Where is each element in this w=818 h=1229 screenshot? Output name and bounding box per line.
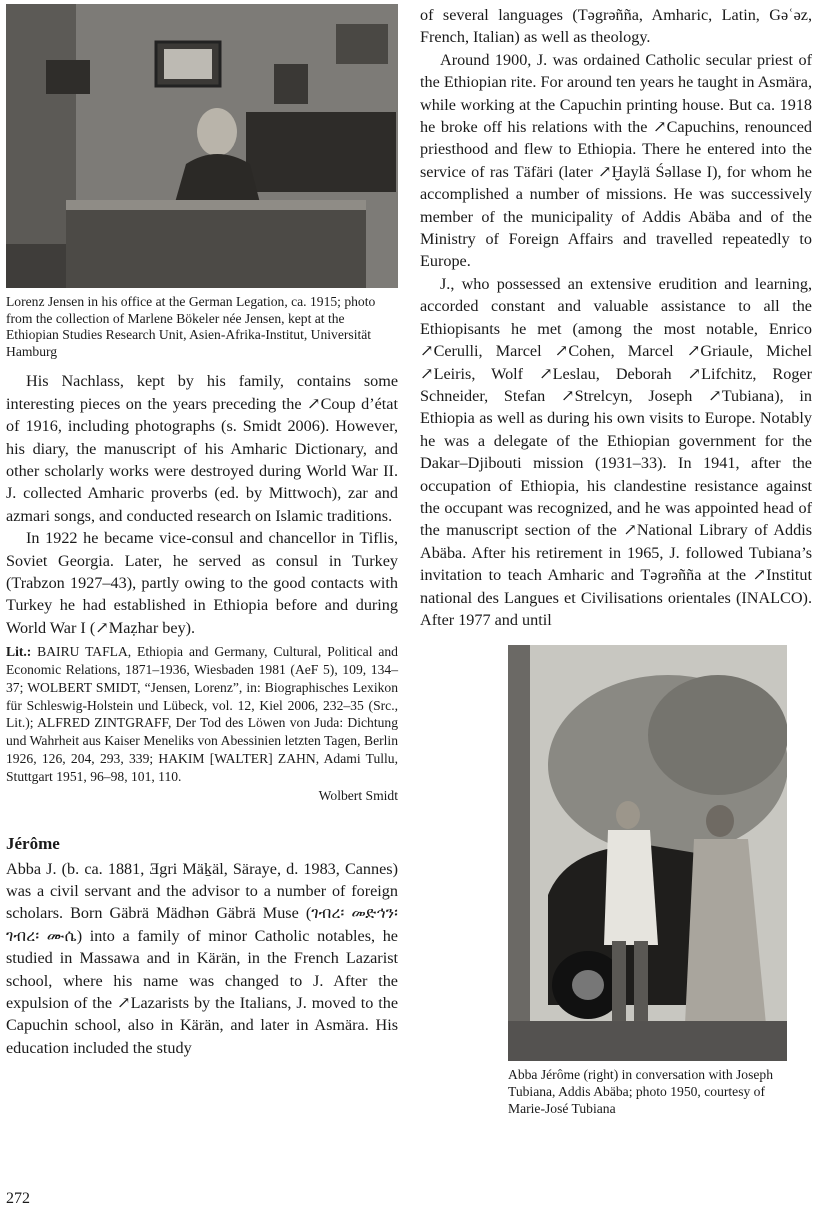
page-number: 272 [6,1190,30,1207]
paragraph: of several languages (Təgrəñña, Amharic, Latin, Gəʿəz, French, Italian) as well as theology. [420,6,812,47]
photo-jensen-office [6,4,398,288]
photo-jerome-tubiana [508,645,787,1061]
paragraph: J., who possessed an extensive erudition and learning, accorded constant and valuable assistance to all the Ethiopisants he met (among the most notable, Enrico ↗Cerulli, Marcel ↗Cohen, Marcel ↗Griaule, Michel ↗Leiris, Wolf ↗Leslau, Deborah ↗Lifchitz, Roger Schneider, Stefan ↗Strelcyn, Joseph ↗Tubiana), in Ethiopia as well as during his own visits to Europe. Notably he was a delegate of the Ethiopian government for the Dakar–Djibouti mission (1931–33). In 1941, after the occupation of Ethiopia, his clandestine resistance against the occupant was recognized, and he was appointed head of the manuscript section of the ↗National Library of Addis Abäba. After his retirement in 1965, J. followed Tubiana’s invitation to teach Amharic and Təgrəñña at the ↗Institut national des Langues et Civilisations orientales (INALCO). After 1977 and until [420,274,812,629]
right-column [420,4,812,1117]
entry-heading: Jérôme [6,833,60,853]
lit-references: BAIRU TAFLA, Ethiopia and Germany, Cultural, Political and Economic Relations, 1871–1936, Wiesbaden 1981 (AeF 5), 109, 134–37; WOLBERT SMIDT, “Jensen, Lorenz”, in: Biographisches Lexikon für Schleswig-Holstein und Lübeck, vol. 12, Kiel 2006, 232–35 (Src., Lit.); ALFRED ZINTGRAFF, Der Tod des Löwen von Juda: Dichtung und Wahrheit aus Kaiser Meneliks von Abessinien letzten Tagen, Berlin 1926, 126, 204, 293, 339; HAKIM [WALTER] ZAHN, Adami Tullu, Stuttgart 1951, 96–98, 101, 110. [6,644,398,784]
left-column [6,4,398,1059]
lit-label: Lit.: [6,644,32,660]
paragraph: His Nachlass, kept by his family, contains some interesting pieces on the years preceding the ↗Coup d’état of 1916, including photographs (s. Smidt 2006). However, his diary, the manuscript of his Amharic Dictionary, and other scholarly works were destroyed during World War II. J. collected Amharic proverbs (ed. by Mittwoch), zar and azmari songs, and conducted research on Islamic traditions. [6,372,398,525]
paragraph: Abba J. (b. ca. 1881, Ǝgri Mäḵäl, Säraye, d. 1983, Cannes) was a civil servant and the advisor to a number of foreign scholars. Born Gäbrä Mädhən Gäbrä Muse (ገብረ፡ መድኅን፡ ገብረ፡ ሙሴ) into a family of minor Catholic notables, he studied in Massawa and in Kärän, in the French Lazarist school, where his name was changed to J. After the expulsion of the ↗Lazarists by the Italians, J. moved to the Capuchin school, also in Kärän, and later in Asmära. His education included the study [6,859,398,1057]
photo-caption-jensen: Lorenz Jensen in his office at the German Legation, ca. 1915; photo from the collection of Marlene Bökeler née Jensen, kept at the Ethiopian Studies Research Unit, Asien-Afrika-Institut, Universität Hamburg [6,294,376,359]
paragraph: In 1922 he became vice-consul and chancellor in Tiflis, Soviet Georgia. Later, he served as consul in Turkey (Trabzon 1927–43), partly owing to the good contacts with Turkey he had established in Ethiopia before and during World War I (↗Maẓhar bey). [6,529,398,637]
photo-caption-jerome: Abba Jérôme (right) in conversation with Joseph Tubiana, Addis Abäba; photo 1950, courtesy of Marie-José Tubiana [508,1067,774,1116]
paragraph: Around 1900, J. was ordained Catholic secular priest of the Ethiopian rite. For around ten years he taught in Asmära, while working at the Capuchin printing house. But ca. 1918 he broke off his relations with the ↗Capuchins, renounced priesthood and flew to Ethiopia. There he entered into the service of ras Täfäri (later ↗Ḫaylä Śəllase I), for whom he accomplished a number of missions. He was successively member of the municipality of Addis Abäba and of the Ministry of Foreign Affairs and travelled repeatedly to Europe. [420,50,812,271]
literature-block [6,643,398,785]
article-author: Wolbert Smidt [318,787,398,803]
